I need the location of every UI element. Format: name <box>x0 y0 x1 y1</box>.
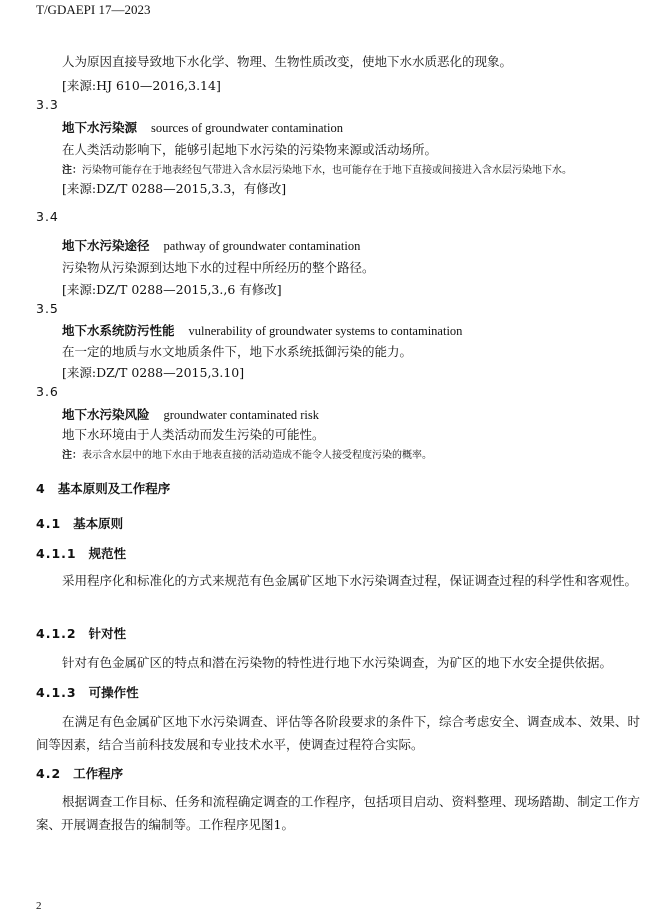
subsection-number: 4.1.2 <box>36 626 77 641</box>
page-number: 2 <box>36 900 42 912</box>
term-zh: 地下水污染源 <box>62 120 138 135</box>
note-label: 注： <box>62 450 82 461</box>
term-source: [来源:DZ/T 0288—2015,3.3，有修改] <box>62 181 287 196</box>
subsection-title: 可操作性 <box>88 685 139 700</box>
term-en: groundwater contaminated risk <box>163 408 320 422</box>
subsection-heading <box>36 514 123 532</box>
subsection-heading <box>36 764 123 782</box>
note-label: 注： <box>62 165 82 176</box>
term-definition: 人为原因直接导致地下水化学、物理、生物性质改变，使地下水水质恶化的现象。 <box>62 54 513 69</box>
term-note <box>62 161 572 176</box>
term-number: 3.6 <box>36 384 59 399</box>
subsection-title: 针对性 <box>88 626 127 641</box>
term-definition: 在人类活动影响下，能够引起地下水污染的污染物来源或活动场所。 <box>62 142 438 157</box>
term-note <box>62 446 432 461</box>
term-en: pathway of groundwater contamination <box>163 239 361 253</box>
subsection-title: 规范性 <box>88 546 127 561</box>
term-en: vulnerability of groundwater systems to contamination <box>188 324 463 338</box>
document-header: T/GDAEPI 17—2023 <box>36 2 151 17</box>
subsection-heading <box>36 683 139 701</box>
term-number: 3.3 <box>36 97 59 112</box>
term-number: 3.4 <box>36 209 59 224</box>
subsection-number: 4.1.1 <box>36 546 77 561</box>
section-number: 4 <box>36 481 46 496</box>
term-zh: 地下水系统防污性能 <box>62 323 175 338</box>
subsection-title: 基本原则 <box>73 516 124 531</box>
subsection-title: 工作程序 <box>73 766 124 781</box>
term-zh: 地下水污染风险 <box>62 407 150 422</box>
term-title <box>62 236 360 254</box>
subsection-number: 4.1.3 <box>36 685 77 700</box>
term-source: [来源:DZ/T 0288—2015,3.10] <box>62 365 245 380</box>
paragraph: 根据调查工作目标、任务和流程确定调查的工作程序，包括项目启动、资料整理、现场踏勘、制定工作方案、开展调查报告的编制等。工作程序见图1。 <box>36 794 640 832</box>
term-title <box>62 118 343 136</box>
note-text: 污染物可能存在于地表经包气带进入含水层污染地下水，也可能存在于地下直接或间接进入含水层污染地下水。 <box>82 165 572 176</box>
subsection-heading <box>36 624 126 642</box>
term-title <box>62 321 462 339</box>
term-definition: 污染物从污染源到达地下水的过程中所经历的整个路径。 <box>62 260 375 275</box>
subsection-number: 4.2 <box>36 766 62 781</box>
term-source: [来源:HJ 610—2016,3.14] <box>62 78 221 93</box>
term-title <box>62 405 319 423</box>
term-en: sources of groundwater contamination <box>151 121 343 135</box>
section-heading <box>36 479 170 497</box>
term-definition: 在一定的地质与水文地质条件下，地下水系统抵御污染的能力。 <box>62 344 413 359</box>
paragraph: 在满足有色金属矿区地下水污染调查、评估等各阶段要求的条件下，综合考虑安全、调查成本、效果、时间等因素，结合当前科技发展和专业技术水平，使调查过程符合实际。 <box>36 714 640 752</box>
note-text: 表示含水层中的地下水由于地表直接的活动造成不能令人接受程度污染的概率。 <box>82 450 432 461</box>
term-definition: 地下水环境由于人类活动而发生污染的可能性。 <box>62 427 325 442</box>
paragraph: 采用程序化和标准化的方式来规范有色金属矿区地下水污染调查过程，保证调查过程的科学性和客观性。 <box>62 573 638 588</box>
section-title: 基本原则及工作程序 <box>57 481 171 496</box>
term-number: 3.5 <box>36 301 59 316</box>
paragraph: 针对有色金属矿区的特点和潜在污染物的特性进行地下水污染调查，为矿区的地下水安全提供依据。 <box>62 655 613 670</box>
term-source: [来源:DZ/T 0288—2015,3.,6 有修改] <box>62 282 282 297</box>
subsection-heading <box>36 544 126 562</box>
term-zh: 地下水污染途径 <box>62 238 150 253</box>
subsection-number: 4.1 <box>36 516 62 531</box>
